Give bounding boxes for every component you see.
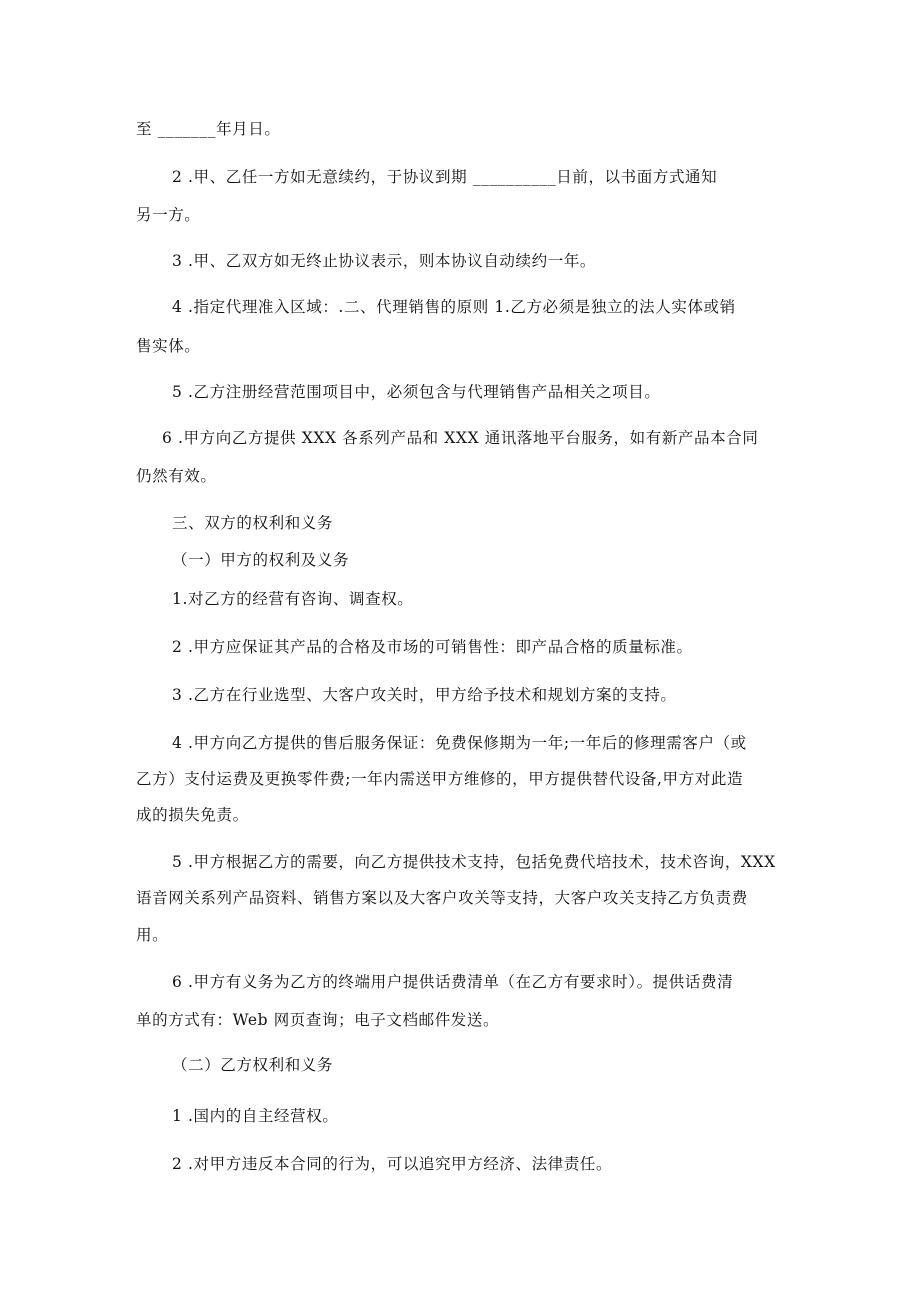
- text-line-4: 3 .甲、乙双方如无终止协议表示，则本协议自动续约一年。: [172, 252, 597, 270]
- text-line-22: 单的方式有：Web 网页查询；电子文档邮件发送。: [136, 1011, 500, 1029]
- text-line-6: 售实体。: [136, 337, 201, 355]
- text-line-16: 乙方）支付运费及更换零件费;一年内需送甲方维修的，甲方提供替代设备,甲方对此造: [136, 770, 744, 788]
- text-line-9: 仍然有效。: [136, 467, 217, 485]
- text-line-2: 2 .甲、乙任一方如无意续约，于协议到期 __________日前，以书面方式通知: [172, 168, 718, 186]
- text-line-21: 6 .甲方有义务为乙方的终端用户提供话费清单（在乙方有要求时）。提供话费清: [172, 973, 734, 991]
- subsection-heading-party-b: （二）乙方权利和义务: [172, 1056, 334, 1074]
- text-line-13: 2 .甲方应保证其产品的合格及市场的可销售性：即产品合格的质量标准。: [172, 638, 693, 656]
- text-line-12: 1.对乙方的经营有咨询、调查权。: [172, 590, 414, 608]
- text-line-1: 至 _______年月日。: [136, 120, 281, 138]
- text-line-17: 成的损失免责。: [136, 806, 249, 824]
- subsection-heading-party-a: （一）甲方的权利及义务: [172, 551, 350, 569]
- text-line-7: 5 .乙方注册经营范围项目中，必须包含与代理销售产品相关之项目。: [172, 383, 661, 401]
- section-heading-rights: 三、双方的权利和义务: [172, 514, 334, 532]
- text-line-24: 1 .国内的自主经营权。: [172, 1107, 339, 1125]
- text-line-3: 另一方。: [136, 206, 201, 224]
- text-line-5: 4 .指定代理准入区域：.二、代理销售的原则 1.乙方必须是独立的法人实体或销: [172, 298, 736, 316]
- text-line-20: 用。: [136, 926, 169, 944]
- text-line-19: 语音网关系列产品资料、销售方案以及大客户攻关等支持，大客户攻关支持乙方负责费: [136, 889, 748, 907]
- text-line-8: 6 .甲方向乙方提供 XXX 各系列产品和 XXX 通讯落地平台服务，如有新产品本合同: [162, 429, 759, 447]
- text-line-25: 2 .对甲方违反本合同的行为，可以追究甲方经济、法律责任。: [172, 1155, 613, 1173]
- text-line-15: 4 .甲方向乙方提供的售后服务保证：免费保修期为一年;一年后的修理需客户（或: [172, 734, 747, 752]
- text-line-18: 5 .甲方根据乙方的需要，向乙方提供技术支持，包括免费代培技术，技术咨询，XXX: [172, 853, 776, 871]
- text-line-14: 3 .乙方在行业选型、大客户攻关时，甲方给予技术和规划方案的支持。: [172, 686, 677, 704]
